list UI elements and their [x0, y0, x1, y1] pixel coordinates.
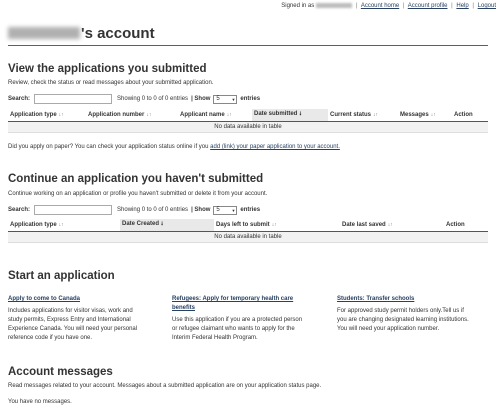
sort-icon: ↓↑	[271, 221, 277, 228]
show-label: | Show	[191, 96, 211, 102]
no-messages-text: You have no messages.	[8, 399, 72, 405]
option-desc-line: Interim Federal Health Program.	[172, 335, 258, 341]
search-label: Search:	[8, 96, 31, 102]
col-applicant-name[interactable]	[178, 109, 252, 121]
option-desc-line: reference code if you have one.	[8, 335, 93, 341]
sort-icon: ↓↑	[58, 221, 64, 228]
col-label: Application number	[88, 111, 145, 118]
submitted-applications-table	[8, 109, 488, 133]
option-desc-line: Use this application if you are a protected person	[172, 317, 303, 323]
col-application-type[interactable]	[8, 109, 86, 121]
col-current-status[interactable]	[328, 109, 398, 121]
col-date-submitted[interactable]	[252, 109, 328, 121]
paper-application-note	[8, 144, 340, 150]
col-label: Action	[454, 111, 473, 118]
entries-info: Showing 0 to 0 of 0 entries	[117, 96, 189, 102]
submitted-table-controls	[8, 94, 260, 104]
option-transfer-schools	[337, 295, 487, 334]
table-row	[8, 121, 488, 132]
col-label: Date Created	[122, 220, 160, 227]
page-title-text: 's account	[81, 25, 155, 42]
col-messages[interactable]	[398, 109, 452, 121]
apply-to-canada-link[interactable]: Apply to come to Canada	[8, 296, 81, 302]
unsubmitted-intro: Continue working on an application or profile you haven't submitted or delete it from your account.	[8, 191, 268, 197]
col-label: Messages	[400, 111, 429, 118]
chevron-down-icon: ▼	[231, 207, 236, 213]
col-label: Action	[446, 221, 465, 228]
account-home-link[interactable]: Account home	[360, 3, 400, 10]
empty-table-message: No data available in table	[8, 121, 488, 132]
col-label: Application type	[10, 221, 57, 228]
col-application-number[interactable]	[86, 109, 178, 121]
sort-icon: ↓↑	[373, 111, 379, 118]
option-apply-to-canada	[8, 295, 158, 343]
sort-icon: ↓↑	[58, 111, 64, 118]
entries-label: entries	[240, 96, 261, 102]
col-label: Date last saved	[342, 221, 386, 228]
account-profile-link[interactable]: Account profile	[407, 3, 448, 10]
paper-note-text: Did you apply on paper? You can check your application status online if you	[8, 144, 209, 150]
unsubmitted-page-size-select[interactable]	[213, 206, 237, 215]
option-desc-line: or refugee claimant who wants to apply for the	[172, 326, 295, 332]
sort-icon: ↓↑	[430, 111, 436, 118]
option-desc-line: Experience Canada. You will need your personal	[8, 326, 138, 332]
start-heading: Start an application	[8, 270, 115, 282]
submitted-intro: Review, check the status or read messages about your submitted application.	[8, 80, 214, 86]
page-title	[8, 25, 155, 42]
messages-intro: Read messages related to your account. Messages about a submitted application are on your application status page.	[8, 383, 322, 389]
col-label: Date submitted	[254, 110, 298, 117]
sort-desc-icon: 🠗	[161, 220, 164, 227]
col-label: Days left to submit	[216, 221, 270, 228]
empty-table-message: No data available in table	[8, 231, 488, 242]
unsubmitted-table-controls	[8, 205, 260, 215]
page-size-value: 5	[216, 96, 220, 102]
option-desc-line: For approved study permit holders only.Tell us if	[337, 308, 464, 314]
signed-in-label: Signed in as	[281, 3, 315, 10]
option-desc-line: You will need your application number.	[337, 326, 440, 332]
refugee-health-link[interactable]: Refugees: Apply for temporary health care benefits	[172, 296, 294, 311]
unsubmitted-applications-table	[8, 219, 488, 243]
link-paper-application-link[interactable]: add (link) your paper application to your account.	[210, 144, 340, 150]
redacted-username	[316, 3, 352, 8]
page-size-value: 5	[216, 207, 220, 213]
unsubmitted-heading: Continue an application you haven't submitted	[8, 173, 264, 185]
col-label: Current status	[330, 111, 372, 118]
col-application-type[interactable]	[8, 219, 120, 231]
sort-icon: ↓↑	[146, 111, 152, 118]
submitted-page-size-select[interactable]	[213, 95, 237, 104]
col-date-created[interactable]	[120, 219, 214, 231]
title-divider	[8, 45, 488, 46]
redacted-name	[8, 27, 80, 39]
transfer-schools-link[interactable]: Students: Transfer schools	[337, 296, 415, 302]
entries-info: Showing 0 to 0 of 0 entries	[117, 207, 189, 213]
sort-desc-icon: 🠗	[299, 110, 302, 117]
top-nav: Signed in as | Account home | Account profile | Help | Logout	[281, 3, 496, 10]
table-row	[8, 231, 488, 242]
col-label: Application type	[10, 111, 57, 118]
option-desc-line: you are changing designated learning institutions.	[337, 317, 469, 323]
option-desc-line: study permits, Express Entry and International	[8, 317, 131, 323]
chevron-down-icon: ▼	[231, 96, 236, 102]
option-refugee-health	[172, 295, 322, 343]
entries-label: entries	[240, 207, 261, 213]
show-label: | Show	[191, 207, 211, 213]
col-action	[444, 219, 488, 231]
col-days-left[interactable]	[214, 219, 340, 231]
messages-heading: Account messages	[8, 366, 113, 378]
sort-icon: ↓↑	[387, 221, 393, 228]
help-link[interactable]: Help	[456, 3, 469, 10]
submitted-search-input[interactable]	[34, 94, 112, 104]
unsubmitted-search-input[interactable]	[34, 205, 112, 215]
col-action	[452, 109, 488, 121]
logout-link[interactable]: Logout	[477, 3, 496, 10]
search-label: Search:	[8, 207, 31, 213]
option-desc-line: Includes applications for visitor visas, work and	[8, 308, 133, 314]
col-date-last-saved[interactable]	[340, 219, 444, 231]
col-label: Applicant name	[180, 111, 225, 118]
sort-icon: ↓↑	[226, 111, 232, 118]
submitted-heading: View the applications you submitted	[8, 63, 207, 75]
